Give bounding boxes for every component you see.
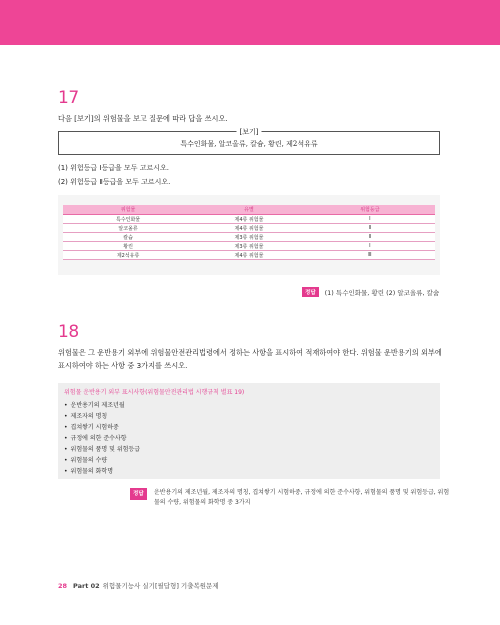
answer-badge: 정답 <box>130 488 147 500</box>
table-cell: 알코올류 <box>63 224 193 233</box>
answer-18-text: 운반용기의 제조년월, 제조자의 명칭, 겹쳐쌓기 시험하중, 규정에 의한 준수사항, 위험물의 품명 및 위험등급, 위험물의 수량, 위험물의 화학명 중 3가지 <box>154 489 450 506</box>
table-cell: 칼슘 <box>63 233 193 242</box>
answer-17 <box>302 287 439 297</box>
page-footer <box>58 581 219 590</box>
table-header-cell: 유별 <box>193 205 305 215</box>
table-cell: 특수인화물 <box>63 215 193 224</box>
example-box-title: [보기] <box>237 127 262 137</box>
table-row <box>63 233 435 242</box>
table-row <box>63 215 435 224</box>
answer-badge: 정답 <box>302 287 319 297</box>
question-17-number: 17 <box>58 88 79 108</box>
table-cell: 제2석유류 <box>63 251 193 260</box>
top-color-band <box>0 0 500 45</box>
question-18-prompt-line-1: 위험물은 그 운반용기 외부에 위험물안전관리법령에서 정하는 사항을 표시하여 적재하여야 한다. 위험물 운반용기의 외부에 <box>58 348 442 357</box>
table-cell: Ⅰ <box>305 242 435 251</box>
list-item: • 위험물의 수량 <box>64 455 140 466</box>
table-cell: Ⅰ <box>305 215 435 224</box>
question-17-prompt: 다음 [보기]의 위험물을 보고 질문에 따라 답을 쓰시오. <box>58 114 228 123</box>
list-item: • 규정에 의한 준수사항 <box>64 433 140 444</box>
table-cell: 제4류 위험물 <box>193 251 305 260</box>
table-header-row <box>63 205 435 215</box>
footer-title: 위험물기능사 실기[필답형] 기출복원문제 <box>102 582 219 590</box>
table-cell: Ⅱ <box>305 224 435 233</box>
table-cell: 제4류 위험물 <box>193 224 305 233</box>
list-item: • 위험물의 화학명 <box>64 466 140 477</box>
example-box <box>58 128 440 155</box>
question-18-prompt-line-2: 표시하여야 하는 사항 중 3가지를 쓰시오. <box>58 361 188 370</box>
list-item: • 겹쳐쌓기 시험하중 <box>64 422 140 433</box>
info-box-title: 위험물 운반용기 외부 표시사항(위험물안전관리법 시행규칙 별표 19) <box>64 389 245 396</box>
list-item: • 제조자의 명칭 <box>64 411 140 422</box>
sub-question-2: (2) 위험등급 Ⅱ등급을 모두 고르시오. <box>58 178 171 186</box>
page-number: 28 <box>58 582 68 590</box>
answer-17-text: (1) 특수인화물, 황린 (2) 알코올류, 칼슘 <box>324 288 440 297</box>
table-cell: 제3류 위험물 <box>193 242 305 251</box>
question-18-number: 18 <box>58 322 79 342</box>
table-row <box>63 242 435 251</box>
hazard-table-panel <box>58 195 440 275</box>
table-header-cell: 위험등급 <box>305 205 435 215</box>
table-cell: 제3류 위험물 <box>193 233 305 242</box>
sub-question-1: (1) 위험등급 Ⅰ등급을 모두 고르시오. <box>58 164 170 172</box>
list-item: • 위험물의 품명 및 위험등급 <box>64 444 140 455</box>
table-cell: Ⅲ <box>305 251 435 260</box>
table-cell: 제4류 위험물 <box>193 215 305 224</box>
table-header-cell: 위험물 <box>63 205 193 215</box>
footer-part: Part 02 <box>73 582 100 590</box>
info-list <box>64 400 140 477</box>
table-cell: Ⅱ <box>305 233 435 242</box>
example-box-content: 특수인화물, 알코올류, 칼슘, 황린, 제2석유류 <box>180 140 318 148</box>
hazard-table <box>63 205 435 260</box>
table-cell: 황린 <box>63 242 193 251</box>
table-row <box>63 251 435 260</box>
info-box <box>58 383 440 479</box>
list-item: • 운반용기의 제조년월 <box>64 400 140 411</box>
table-row <box>63 224 435 233</box>
